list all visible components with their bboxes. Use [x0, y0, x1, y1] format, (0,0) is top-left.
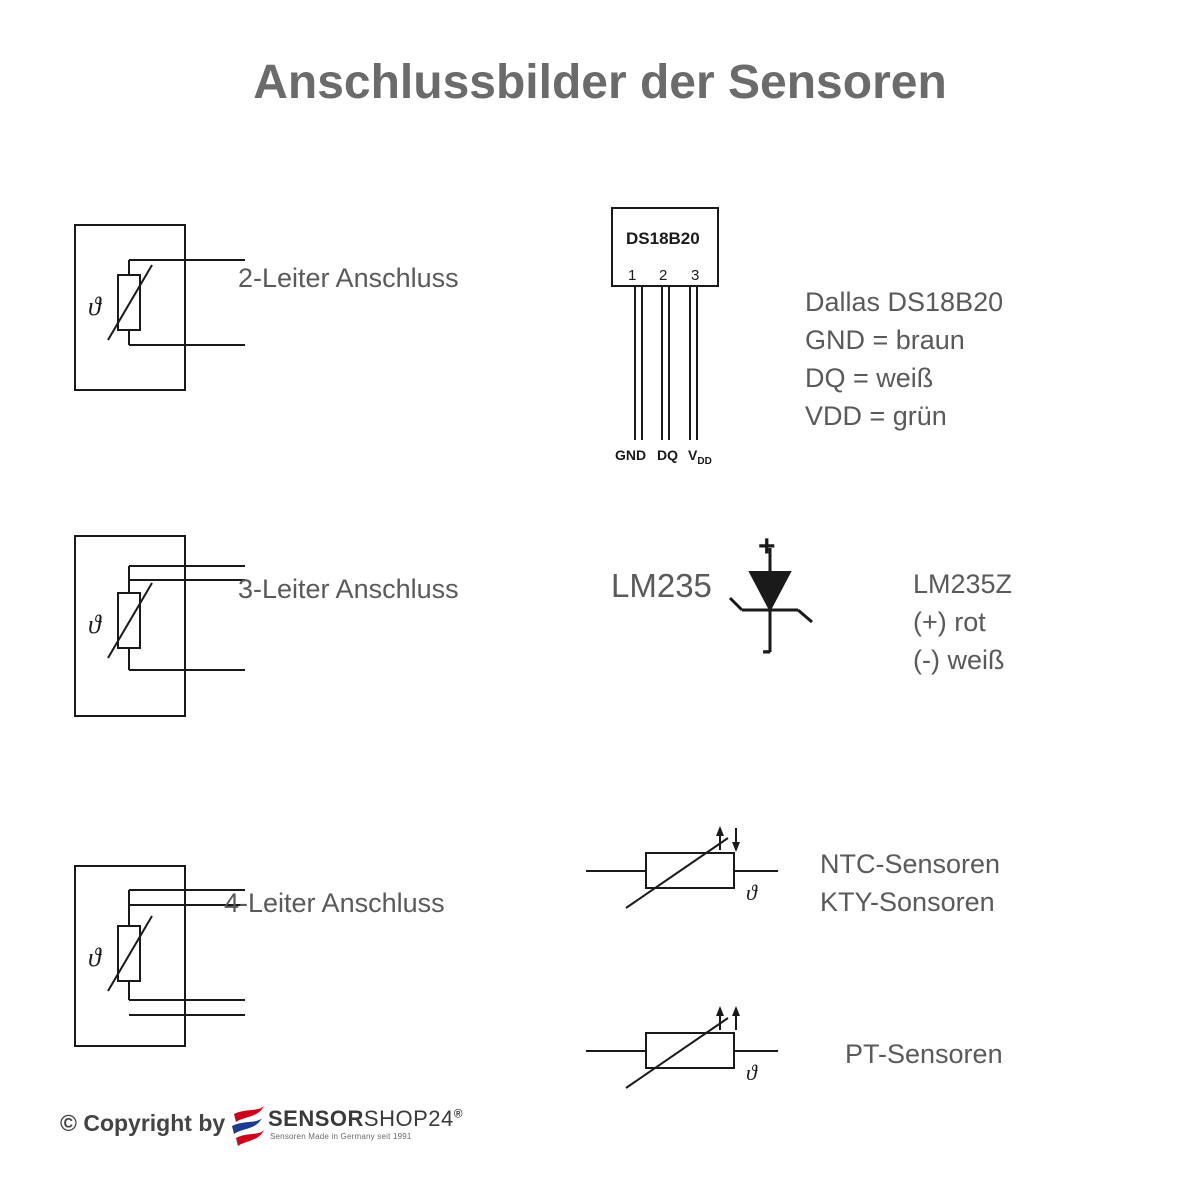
- ds18b20-pin-number-1: 1: [628, 267, 637, 284]
- svg-text:ϑ: ϑ: [746, 880, 757, 905]
- lm235-symbol-label: LM235: [611, 567, 712, 604]
- svg-text:ϑ: ϑ: [88, 292, 101, 321]
- ds18b20-vdd-subscript: DD: [697, 455, 712, 467]
- logo-word-sensor: SENSOR: [268, 1106, 364, 1131]
- lm235-minus-sign: -: [762, 634, 772, 665]
- ntc-desc-line-2: KTY-Sonsoren: [820, 887, 995, 917]
- lm235-description: [913, 565, 1012, 679]
- four-wire-connection-diagram: [60, 848, 260, 1053]
- ds18b20-pin-name-vdd: [688, 447, 712, 467]
- ds18b20-desc-line-2: GND = braun: [805, 325, 965, 355]
- three-wire-connection-diagram: [60, 528, 260, 723]
- ntc-sensor-symbol: [578, 820, 788, 920]
- logo-tagline: Sensoren Made in Germany seit 1991: [270, 1132, 412, 1141]
- ds18b20-vdd-main: V: [688, 447, 698, 463]
- ds18b20-desc-line-1: Dallas DS18B20: [805, 287, 1004, 317]
- sensorshop24-logo[interactable]: [228, 1104, 464, 1150]
- ds18b20-description: [805, 283, 1003, 435]
- copyright-text: © Copyright by: [60, 1110, 226, 1136]
- page-title: Anschlussbilder der Sensoren: [253, 56, 947, 109]
- lm235-desc-line-2: (+) rot: [913, 607, 986, 637]
- logo-mark-icon: [228, 1104, 268, 1148]
- ds18b20-pin-number-2: 2: [659, 267, 668, 284]
- svg-text:ϑ: ϑ: [88, 943, 101, 972]
- ds18b20-desc-line-3: DQ = weiß: [805, 363, 934, 393]
- pt-desc-line-1: PT-Sensoren: [845, 1039, 1003, 1069]
- pt-description: [845, 1035, 1003, 1073]
- lm235-desc-line-3: (-) weiß: [913, 645, 1005, 675]
- lm235-desc-line-1: LM235Z: [913, 569, 1013, 599]
- ntc-description: [820, 845, 1000, 921]
- logo-word-shop24: SHOP24: [363, 1106, 454, 1131]
- two-wire-connection-diagram: [60, 215, 260, 400]
- ds18b20-pin-name-gnd: GND: [615, 447, 647, 463]
- ds18b20-pin-number-3: 3: [691, 267, 700, 284]
- logo-wordmark: [268, 1106, 463, 1132]
- svg-text:ϑ: ϑ: [746, 1060, 757, 1085]
- svg-text:ϑ: ϑ: [88, 610, 101, 639]
- lm235-plus-sign: +: [758, 530, 776, 563]
- four-wire-label: 4-Leiter Anschluss: [224, 888, 445, 918]
- ds18b20-pin-name-dq: DQ: [657, 447, 678, 463]
- two-wire-label: 2-Leiter Anschluss: [238, 263, 459, 293]
- three-wire-label: 3-Leiter Anschluss: [238, 574, 459, 604]
- ds18b20-desc-line-4: VDD = grün: [805, 401, 947, 431]
- pt-sensor-symbol: [578, 1000, 788, 1100]
- ds18b20-chip-label: DS18B20: [626, 229, 700, 248]
- ntc-desc-line-1: NTC-Sensoren: [820, 849, 1001, 879]
- logo-registered-mark: ®: [453, 1106, 464, 1121]
